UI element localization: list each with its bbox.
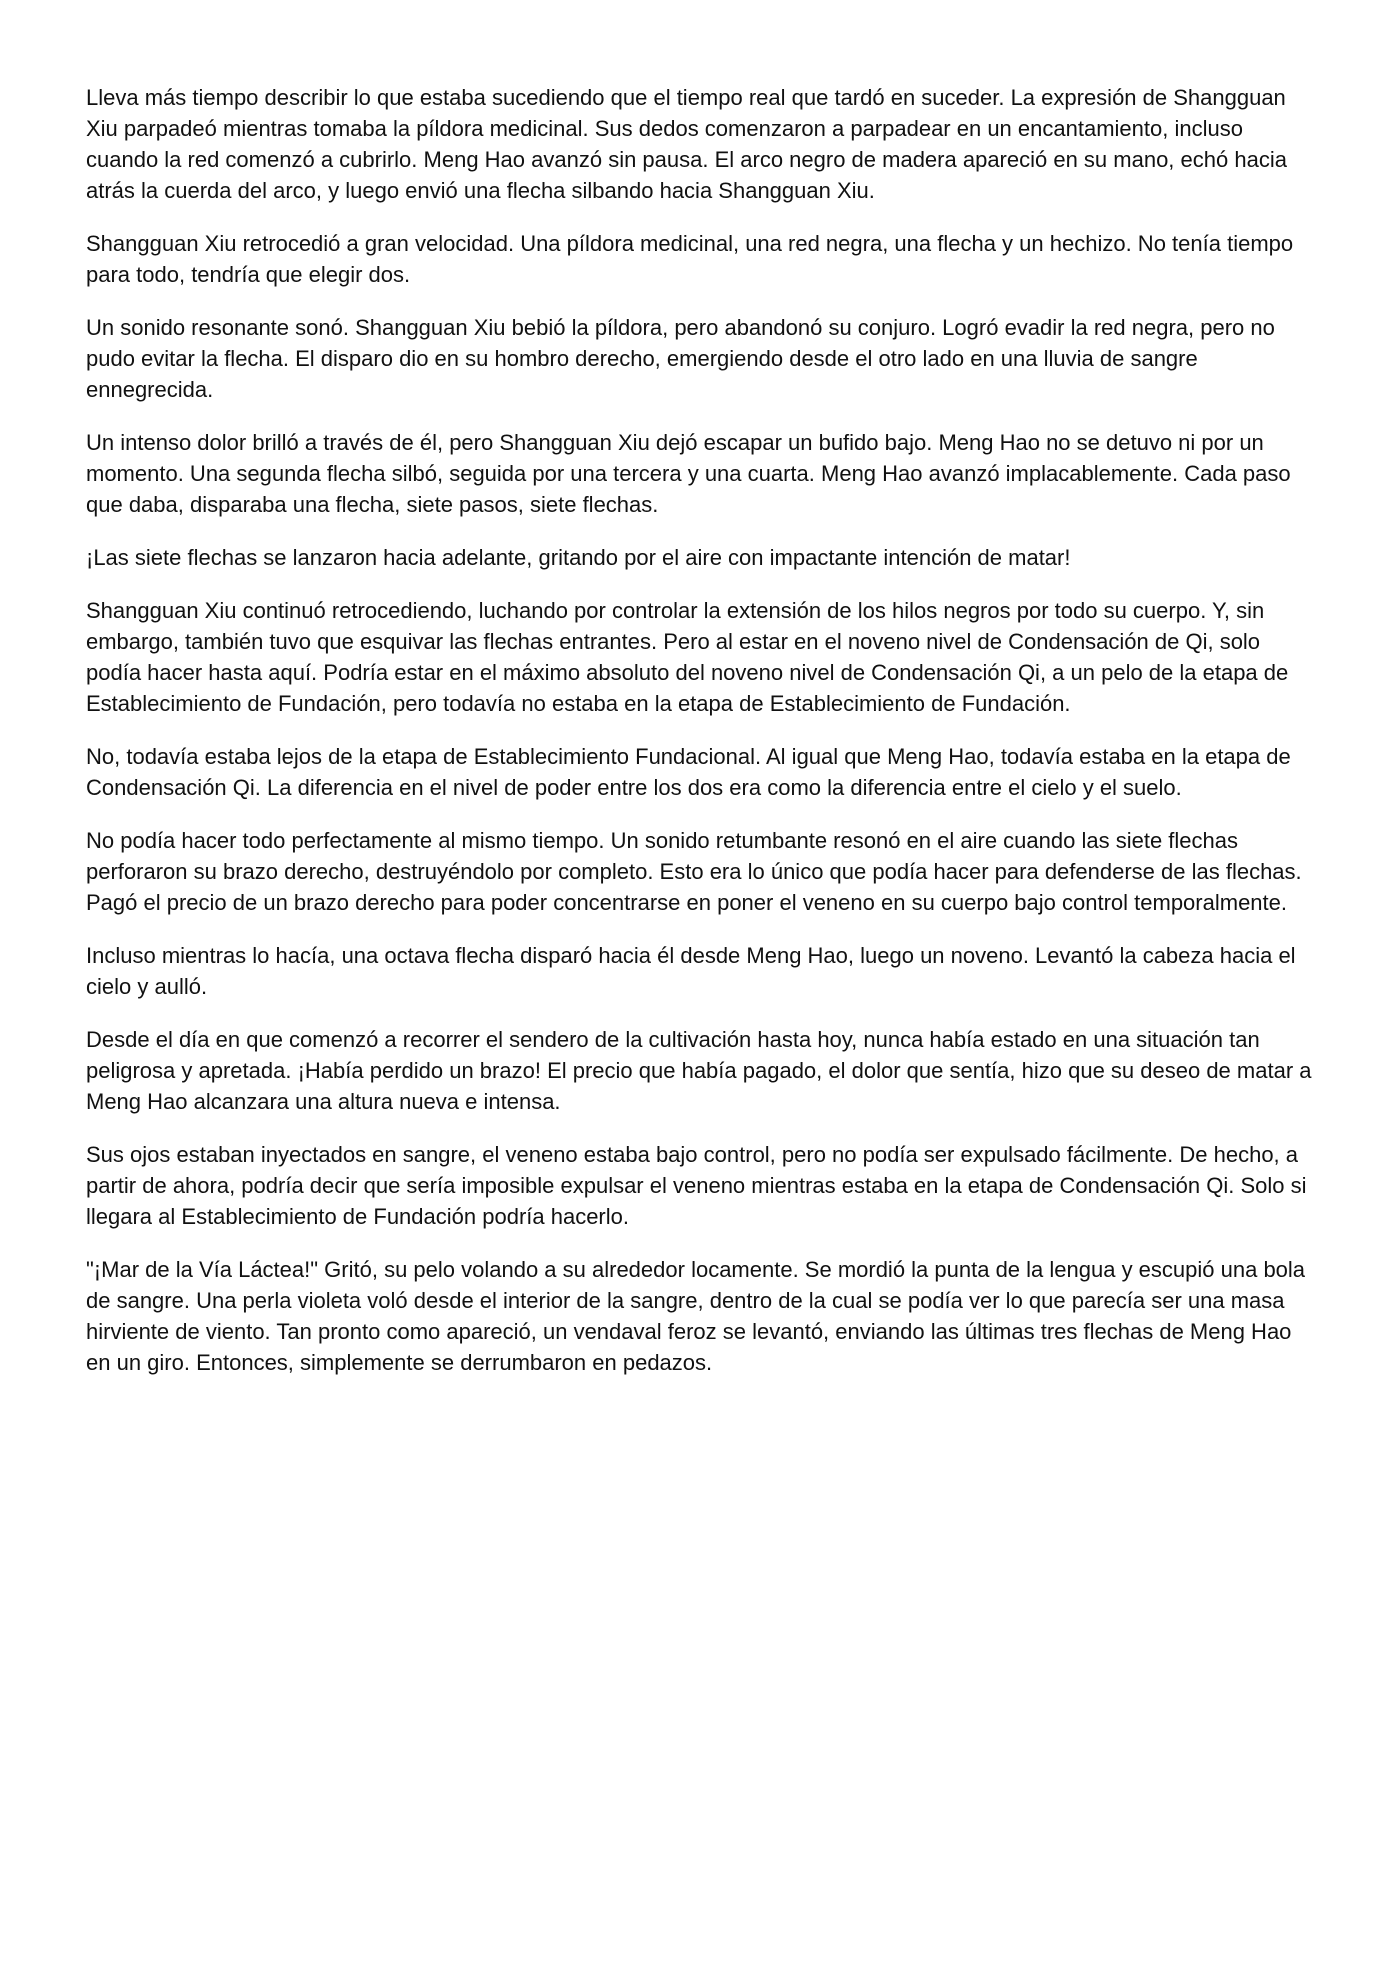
paragraph-8: No podía hacer todo perfectamente al mismo tiempo. Un sonido retumbante resonó en el aire cuando las siete flechas perforaron su brazo derecho, destruyéndolo por completo. Esto era lo único que podía hacer para defenderse de las flechas. Pagó el precio de un brazo derecho para poder concentrarse en poner el veneno en su cuerpo bajo control temporalmente. xyxy=(86,828,1302,915)
paragraph-10: Desde el día en que comenzó a recorrer el sendero de la cultivación hasta hoy, nunca había estado en una situación tan peligrosa y apretada. ¡Había perdido un brazo! El precio que había pagado, el dolor que sentía, hizo que su deseo de matar a Meng Hao alcanzara una altura nueva e intensa. xyxy=(86,1027,1312,1114)
paragraph-9: Incluso mientras lo hacía, una octava flecha disparó hacia él desde Meng Hao, luego un noveno. Levantó la cabeza hacia el cielo y aulló. xyxy=(86,943,1296,999)
paragraph-1: Lleva más tiempo describir lo que estaba sucediendo que el tiempo real que tardó en suceder. La expresión de Shangguan Xiu parpadeó mientras tomaba la píldora medicinal. Sus dedos comenzaron a parpadear en un encantamiento, incluso cuando la red comenzó a cubrirlo. Meng Hao avanzó sin pausa. El arco negro de madera apareció en su mano, echó hacia atrás la cuerda del arco, y luego envió una flecha silbando hacia Shangguan Xiu. xyxy=(86,85,1287,203)
paragraph-2: Shangguan Xiu retrocedió a gran velocidad. Una píldora medicinal, una red negra, una flecha y un hechizo. No tenía tiempo para todo, tendría que elegir dos. xyxy=(86,231,1294,287)
paragraph-7: No, todavía estaba lejos de la etapa de Establecimiento Fundacional. Al igual que Meng Hao, todavía estaba en la etapa de Condensación Qi. La diferencia en el nivel de poder entre los dos era como la diferencia entre el cielo y el suelo. xyxy=(86,744,1291,800)
document-page xyxy=(86,82,1320,1400)
paragraph-4: Un intenso dolor brilló a través de él, pero Shangguan Xiu dejó escapar un bufido bajo. Meng Hao no se detuvo ni por un momento. Una segunda flecha silbó, seguida por una tercera y una cuarta. Meng Hao avanzó implacablemente. Cada paso que daba, disparaba una flecha, siete pasos, siete flechas. xyxy=(86,430,1291,517)
paragraph-12: "¡Mar de la Vía Láctea!" Gritó, su pelo volando a su alrededor locamente. Se mordió la punta de la lengua y escupió una bola de sangre. Una perla violeta voló desde el interior de la sangre, dentro de la cual se podía ver lo que parecía ser una masa hirviente de viento. Tan pronto como apareció, un vendaval feroz se levantó, enviando las últimas tres flechas de Meng Hao en un giro. Entonces, simplemente se derrumbaron en pedazos. xyxy=(86,1257,1306,1375)
paragraph-11: Sus ojos estaban inyectados en sangre, el veneno estaba bajo control, pero no podía ser expulsado fácilmente. De hecho, a partir de ahora, podría decir que sería imposible expulsar el veneno mientras estaba en la etapa de Condensación Qi. Solo si llegara al Establecimiento de Fundación podría hacerlo. xyxy=(86,1142,1307,1229)
paragraph-5: ¡Las siete flechas se lanzaron hacia adelante, gritando por el aire con impactante intención de matar! xyxy=(86,545,1071,570)
paragraph-6: Shangguan Xiu continuó retrocediendo, luchando por controlar la extensión de los hilos negros por todo su cuerpo. Y, sin embargo, también tuvo que esquivar las flechas entrantes. Pero al estar en el noveno nivel de Condensación de Qi, solo podía hacer hasta aquí. Podría estar en el máximo absoluto del noveno nivel de Condensación Qi, a un pelo de la etapa de Establecimiento de Fundación, pero todavía no estaba en la etapa de Establecimiento de Fundación. xyxy=(86,598,1289,716)
paragraph-3: Un sonido resonante sonó. Shangguan Xiu bebió la píldora, pero abandonó su conjuro. Logró evadir la red negra, pero no pudo evitar la flecha. El disparo dio en su hombro derecho, emergiendo desde el otro lado en una lluvia de sangre ennegrecida. xyxy=(86,315,1275,402)
